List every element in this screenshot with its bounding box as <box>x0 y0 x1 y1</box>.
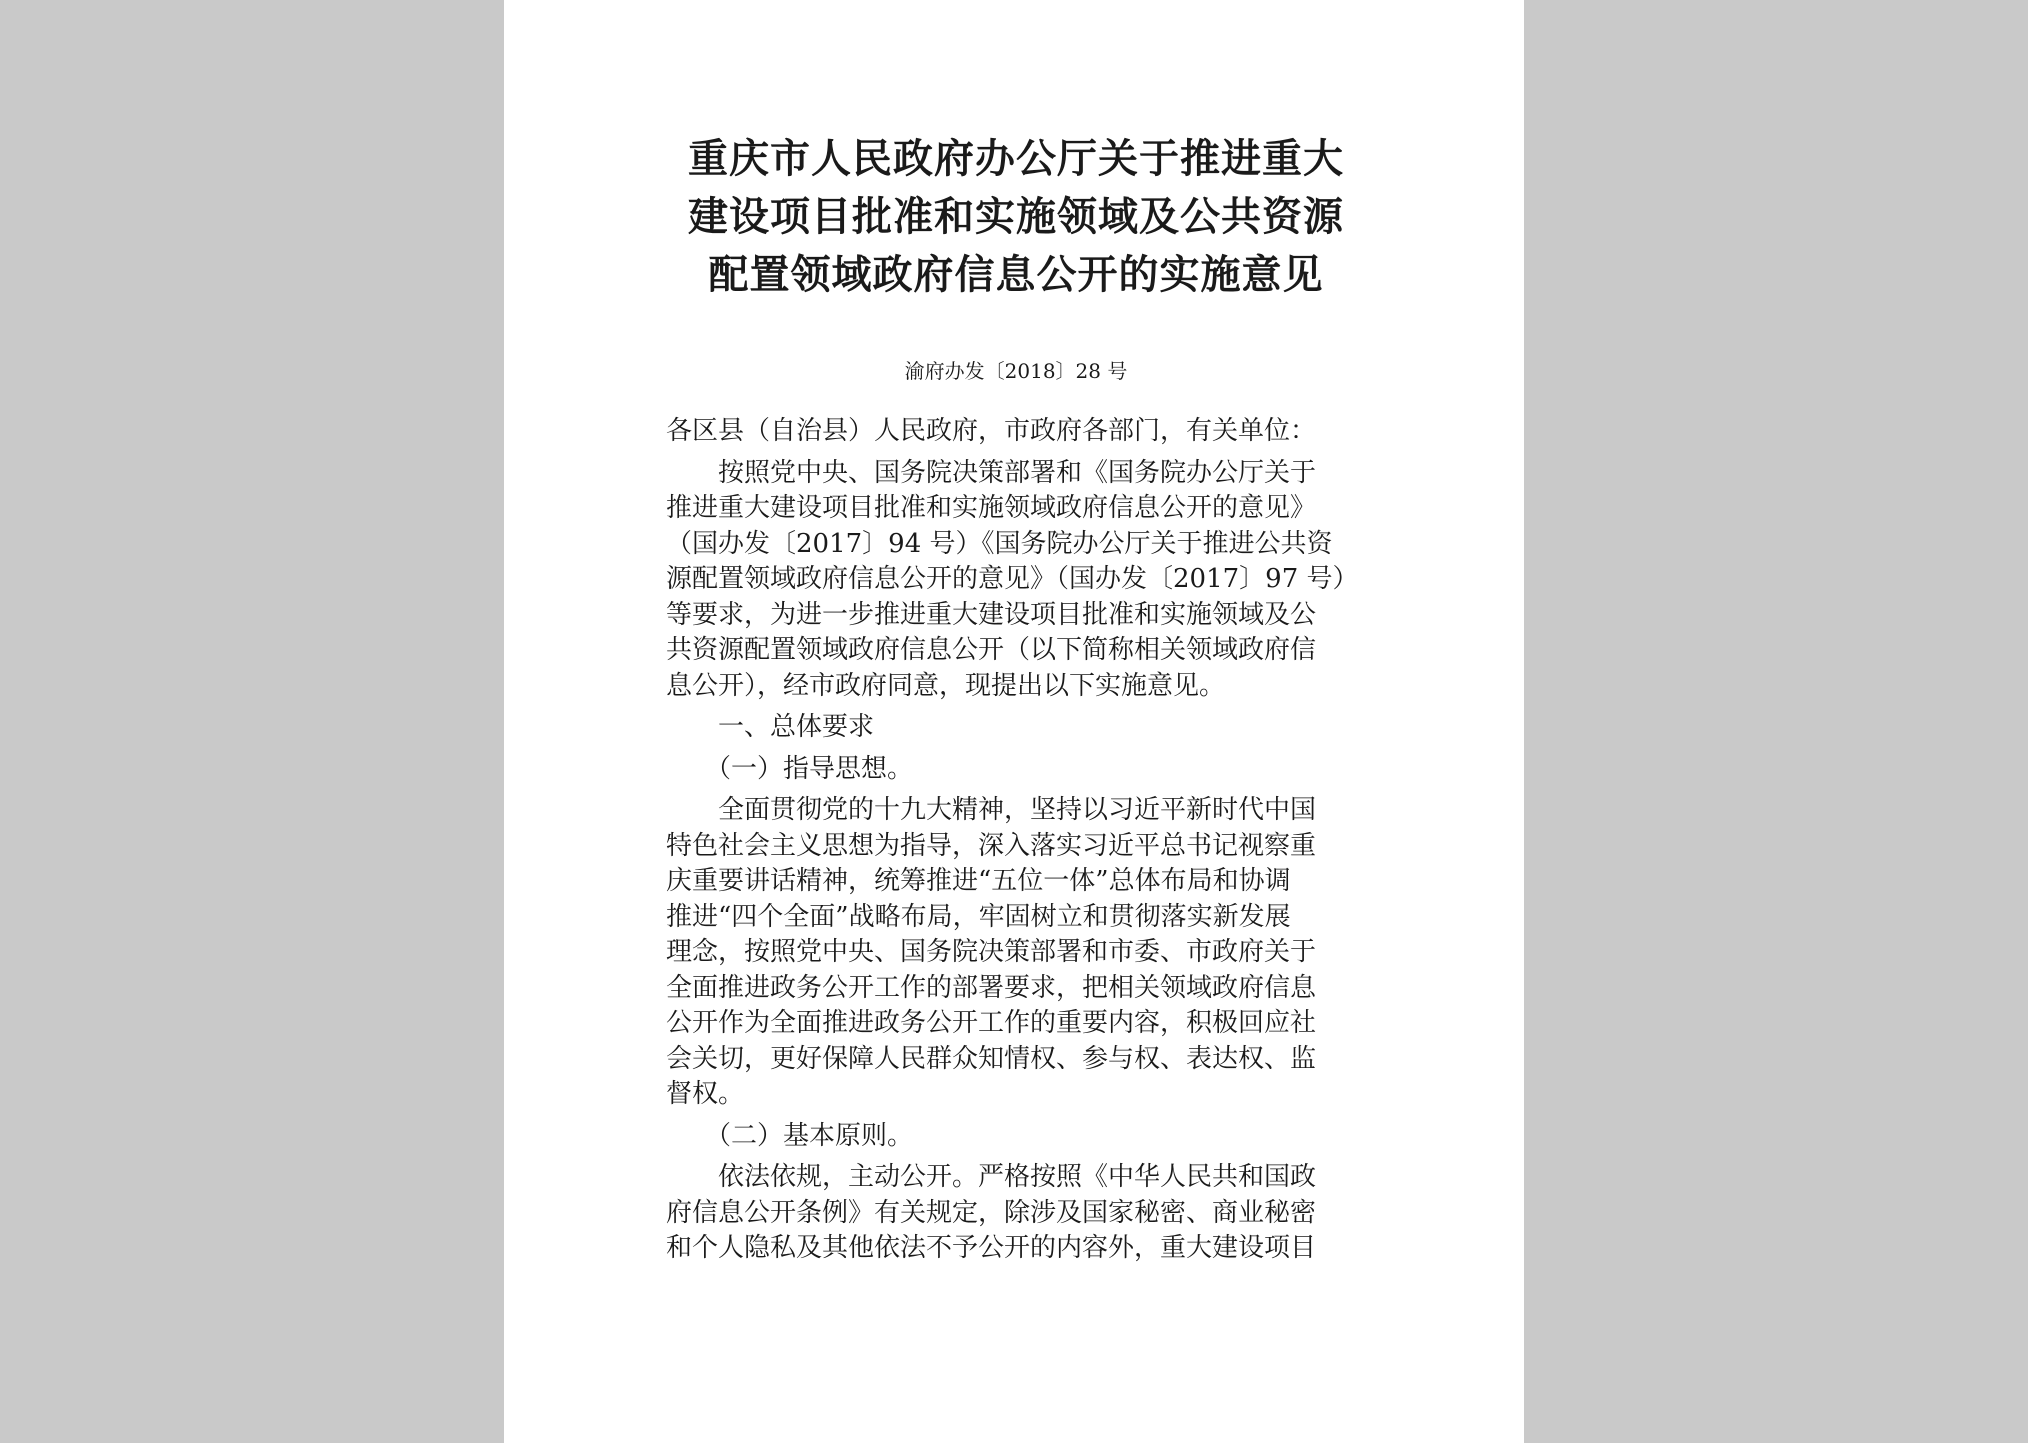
paragraph-line: 按照党中央、国务院决策部署和《国务院办公厅关于 <box>666 457 1317 488</box>
addressee: 各区县（自治县）人民政府，市政府各部门，有关单位： <box>666 416 1317 446</box>
paragraph-line: 依法依规，主动公开。严格按照《中华人民共和国政 <box>666 1162 1317 1192</box>
paragraph-line: 特色社会主义思想为指导，深入落实习近平总书记视察重 <box>666 830 1317 861</box>
document-page <box>504 0 1524 1443</box>
section-heading: 一、总体要求 <box>666 712 875 742</box>
subsection-heading: （二）基本原则。 <box>666 1120 914 1151</box>
paragraph-line: 共资源配置领域政府信息公开（以下简称相关领域政府信 <box>666 635 1317 665</box>
paragraph-line: 源配置领域政府信息公开的意见》（国办发〔2017〕97 号） <box>666 564 1359 594</box>
page-content <box>666 130 1366 1267</box>
document-title <box>666 130 1366 304</box>
title-line: 建设项目批准和实施领域及公共资源 <box>688 194 1344 240</box>
paragraph-line: 推进“四个全面”战略布局，牢固树立和贯彻落实新发展 <box>666 901 1291 932</box>
paragraph-line: （国办发〔2017〕94 号）《国务院办公厅关于推进公共资 <box>666 528 1333 559</box>
document-number: 渝府办发〔2018〕28 号 <box>904 359 1128 383</box>
paragraph-line: 府信息公开条例》有关规定，除涉及国家秘密、商业秘密 <box>666 1197 1317 1228</box>
paragraph-line: 和个人隐私及其他依法不予公开的内容外，重大建设项目 <box>666 1233 1317 1263</box>
title-line: 重庆市人民政府办公厅关于推进重大 <box>688 136 1344 182</box>
paragraph-line: 会关切，更好保障人民群众知情权、参与权、表达权、监 <box>666 1043 1317 1074</box>
subsection-heading: （一）指导思想。 <box>666 753 914 784</box>
paragraph-line: 庆重要讲话精神，统筹推进“五位一体”总体布局和协调 <box>666 866 1291 896</box>
document-body <box>666 414 1366 1267</box>
paragraph-line: 等要求，为进一步推进重大建设项目批准和实施领域及公 <box>666 599 1317 630</box>
paragraph-line: 全面贯彻党的十九大精神，坚持以习近平新时代中国 <box>666 795 1317 825</box>
paragraph-line: 督权。 <box>666 1079 745 1109</box>
paragraph-line: 理念，按照党中央、国务院决策部署和市委、市政府关于 <box>666 937 1317 967</box>
paragraph-line: 推进重大建设项目批准和实施领域政府信息公开的意见》 <box>666 493 1317 523</box>
paragraph-line: 息公开），经市政府同意，现提出以下实施意见。 <box>666 670 1226 701</box>
title-line: 配置领域政府信息公开的实施意见 <box>708 252 1324 298</box>
paragraph-line: 全面推进政务公开工作的部署要求，把相关领域政府信息 <box>666 972 1317 1003</box>
paragraph-line: 公开作为全面推进政务公开工作的重要内容，积极回应社 <box>666 1008 1317 1038</box>
